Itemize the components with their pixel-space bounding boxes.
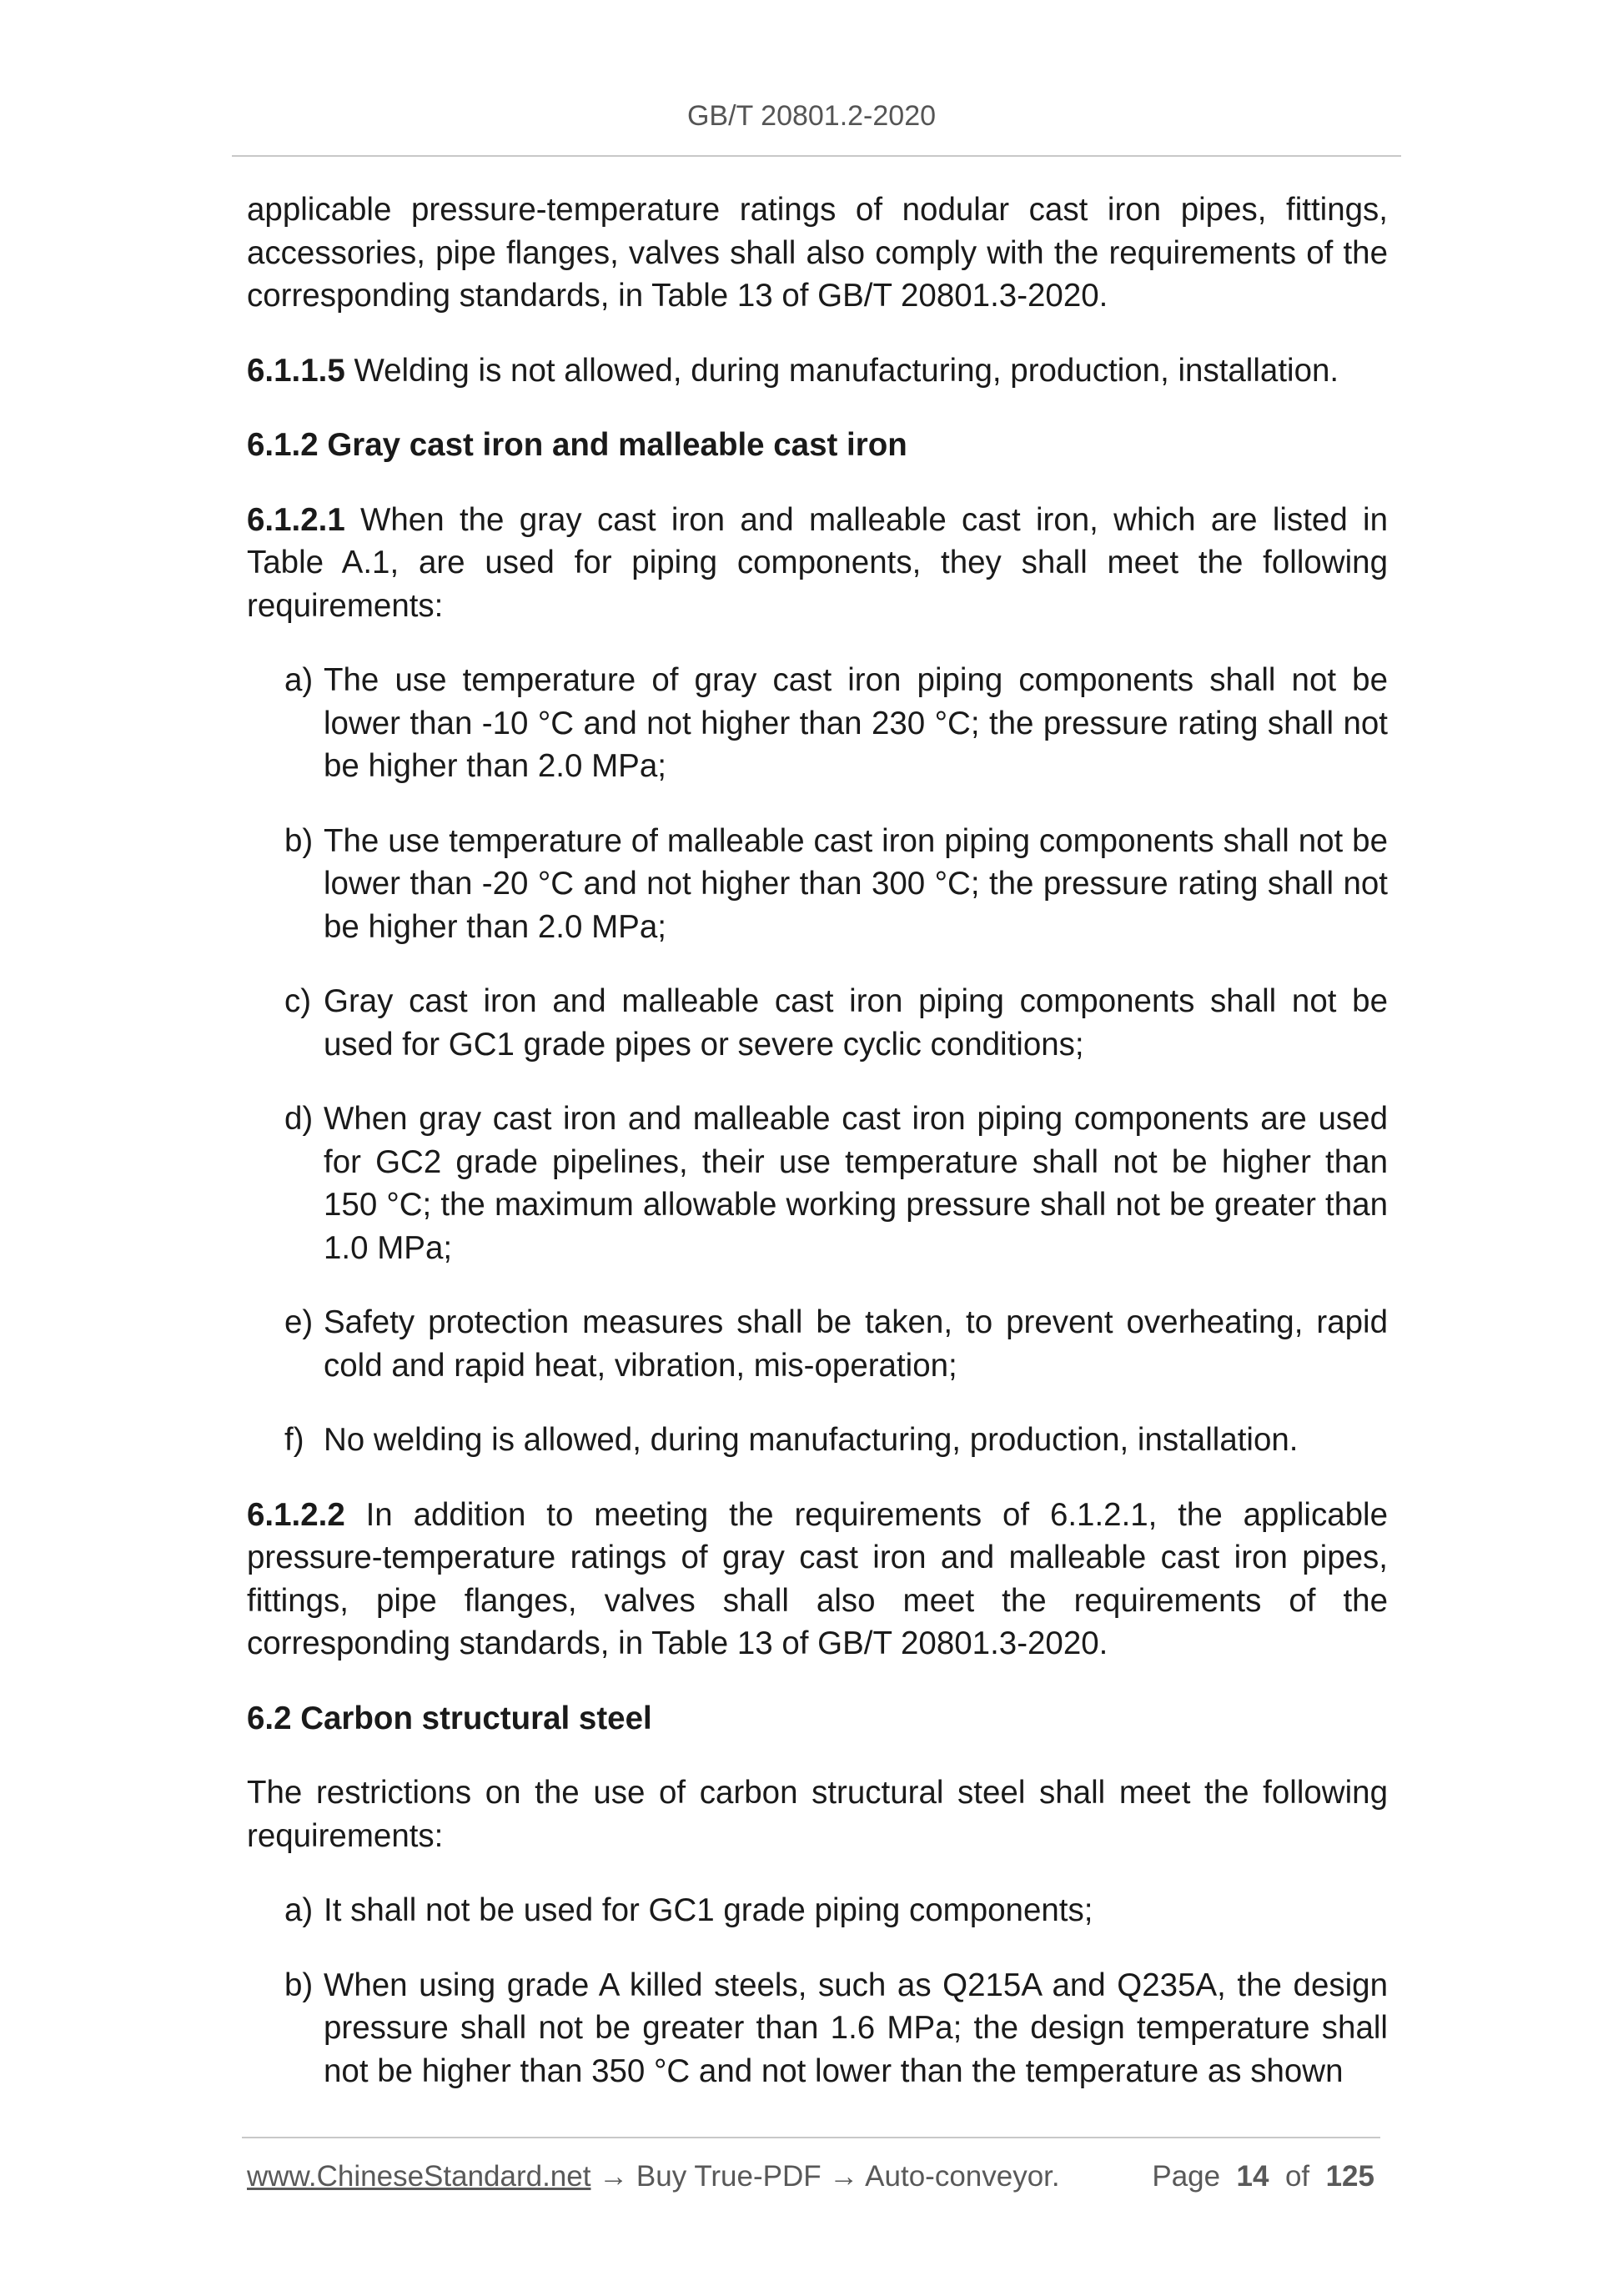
page-of: of <box>1284 2160 1310 2193</box>
list-item-b <box>284 1964 1388 2093</box>
footer-divider <box>242 2137 1380 2138</box>
list-marker: b) <box>284 1967 314 2003</box>
section-heading-6-2: 6.2 Carbon structural steel <box>247 1700 652 1736</box>
list-item-e <box>284 1301 1388 1387</box>
paragraph-6-2: The restrictions on the use of carbon structural steel shall meet the following requirements: <box>247 1775 1388 1854</box>
section-heading-6-1-2: 6.1.2 Gray cast iron and malleable cast iron <box>247 427 907 463</box>
list-item-c <box>284 980 1388 1066</box>
clause-6-1-2-1 <box>247 499 1388 628</box>
list-item-d <box>284 1098 1388 1269</box>
list-marker: c) <box>284 983 312 1019</box>
list-marker: b) <box>284 822 314 859</box>
page-body <box>247 188 1388 2124</box>
list-item-text: The use temperature of malleable cast iron piping components shall not be lower than -20 °C and not higher than 300 °C; the pressure rating shall not be higher than 2.0 MPa; <box>324 822 1388 945</box>
list-marker: f) <box>284 1422 304 1458</box>
clause-number: 6.1.2.1 <box>247 501 345 538</box>
list-marker: a) <box>284 662 314 698</box>
clause-6-1-2-2 <box>247 1494 1388 1665</box>
list-marker: a) <box>284 1892 314 1928</box>
list-item-a <box>284 659 1388 788</box>
page-indicator <box>1152 2160 1374 2193</box>
list-marker: e) <box>284 1304 314 1340</box>
page-current: 14 <box>1236 2160 1269 2193</box>
list-item-text: The use temperature of gray cast iron piping components shall not be lower than -10 °C and not higher than 230 °C; the pressure rating shall not be higher than 2.0 MPa; <box>324 662 1388 784</box>
page-total: 125 <box>1325 2160 1374 2193</box>
clause-text: In addition to meeting the requirements of 6.1.2.1, the applicable pressure-temperature ratings of gray cast iron and malleable cast iron pipes, fittings, pipe flanges, valves shall also meet the requirements of the corresponding standards, in Table 13 of GB/T 20801.3-2020. <box>247 1496 1388 1661</box>
list-item-text: When using grade A killed steels, such as Q215A and Q235A, the design pressure shall not be greater than 1.6 MPa; the design temperature shall not be higher than 350 °C and not lower than the temperature as shown <box>324 1967 1388 2089</box>
page-footer <box>247 2160 1381 2193</box>
clause-6-1-1-5 <box>247 349 1388 393</box>
list-item-f <box>284 1419 1388 1462</box>
clause-number: 6.1.1.5 <box>247 352 345 389</box>
list-marker: d) <box>284 1101 314 1137</box>
list-item-b <box>284 820 1388 949</box>
clause-text: When the gray cast iron and malleable cast iron, which are listed in Table A.1, are used for piping components, they shall meet the following requirements: <box>247 501 1388 624</box>
list-item-a <box>284 1889 1388 1932</box>
running-header: GB/T 20801.2-2020 <box>686 100 937 132</box>
clause-number: 6.1.2.2 <box>247 1496 345 1533</box>
page-label: Page <box>1152 2160 1221 2193</box>
footer-trail: → Buy True-PDF → Auto-conveyor. <box>590 2160 1060 2193</box>
list-item-text: It shall not be used for GC1 grade piping components; <box>324 1892 1093 1928</box>
clause-text: Welding is not allowed, during manufacturing, production, installation. <box>344 352 1339 389</box>
list-item-text: When gray cast iron and malleable cast iron piping components are used for GC2 grade pipelines, their use temperature shall not be higher than 150 °C; the maximum allowable working pressure shall not be greater than 1.0 MPa; <box>324 1101 1388 1266</box>
list-item-text: Gray cast iron and malleable cast iron piping components shall not be used for GC1 grade pipes or severe cyclic conditions; <box>324 983 1388 1063</box>
intro-paragraph: applicable pressure-temperature ratings of nodular cast iron pipes, fittings, accessories, pipe flanges, valves shall also comply with the requirements of the corresponding standards, in Table 13 of GB/T 20801.3-2020. <box>247 192 1388 314</box>
list-item-text: Safety protection measures shall be taken, to prevent overheating, rapid cold and rapid heat, vibration, mis-operation; <box>324 1304 1388 1384</box>
header-divider <box>232 155 1401 157</box>
website-link[interactable]: www.ChineseStandard.net <box>247 2160 591 2193</box>
list-item-text: No welding is allowed, during manufacturing, production, installation. <box>324 1422 1299 1458</box>
